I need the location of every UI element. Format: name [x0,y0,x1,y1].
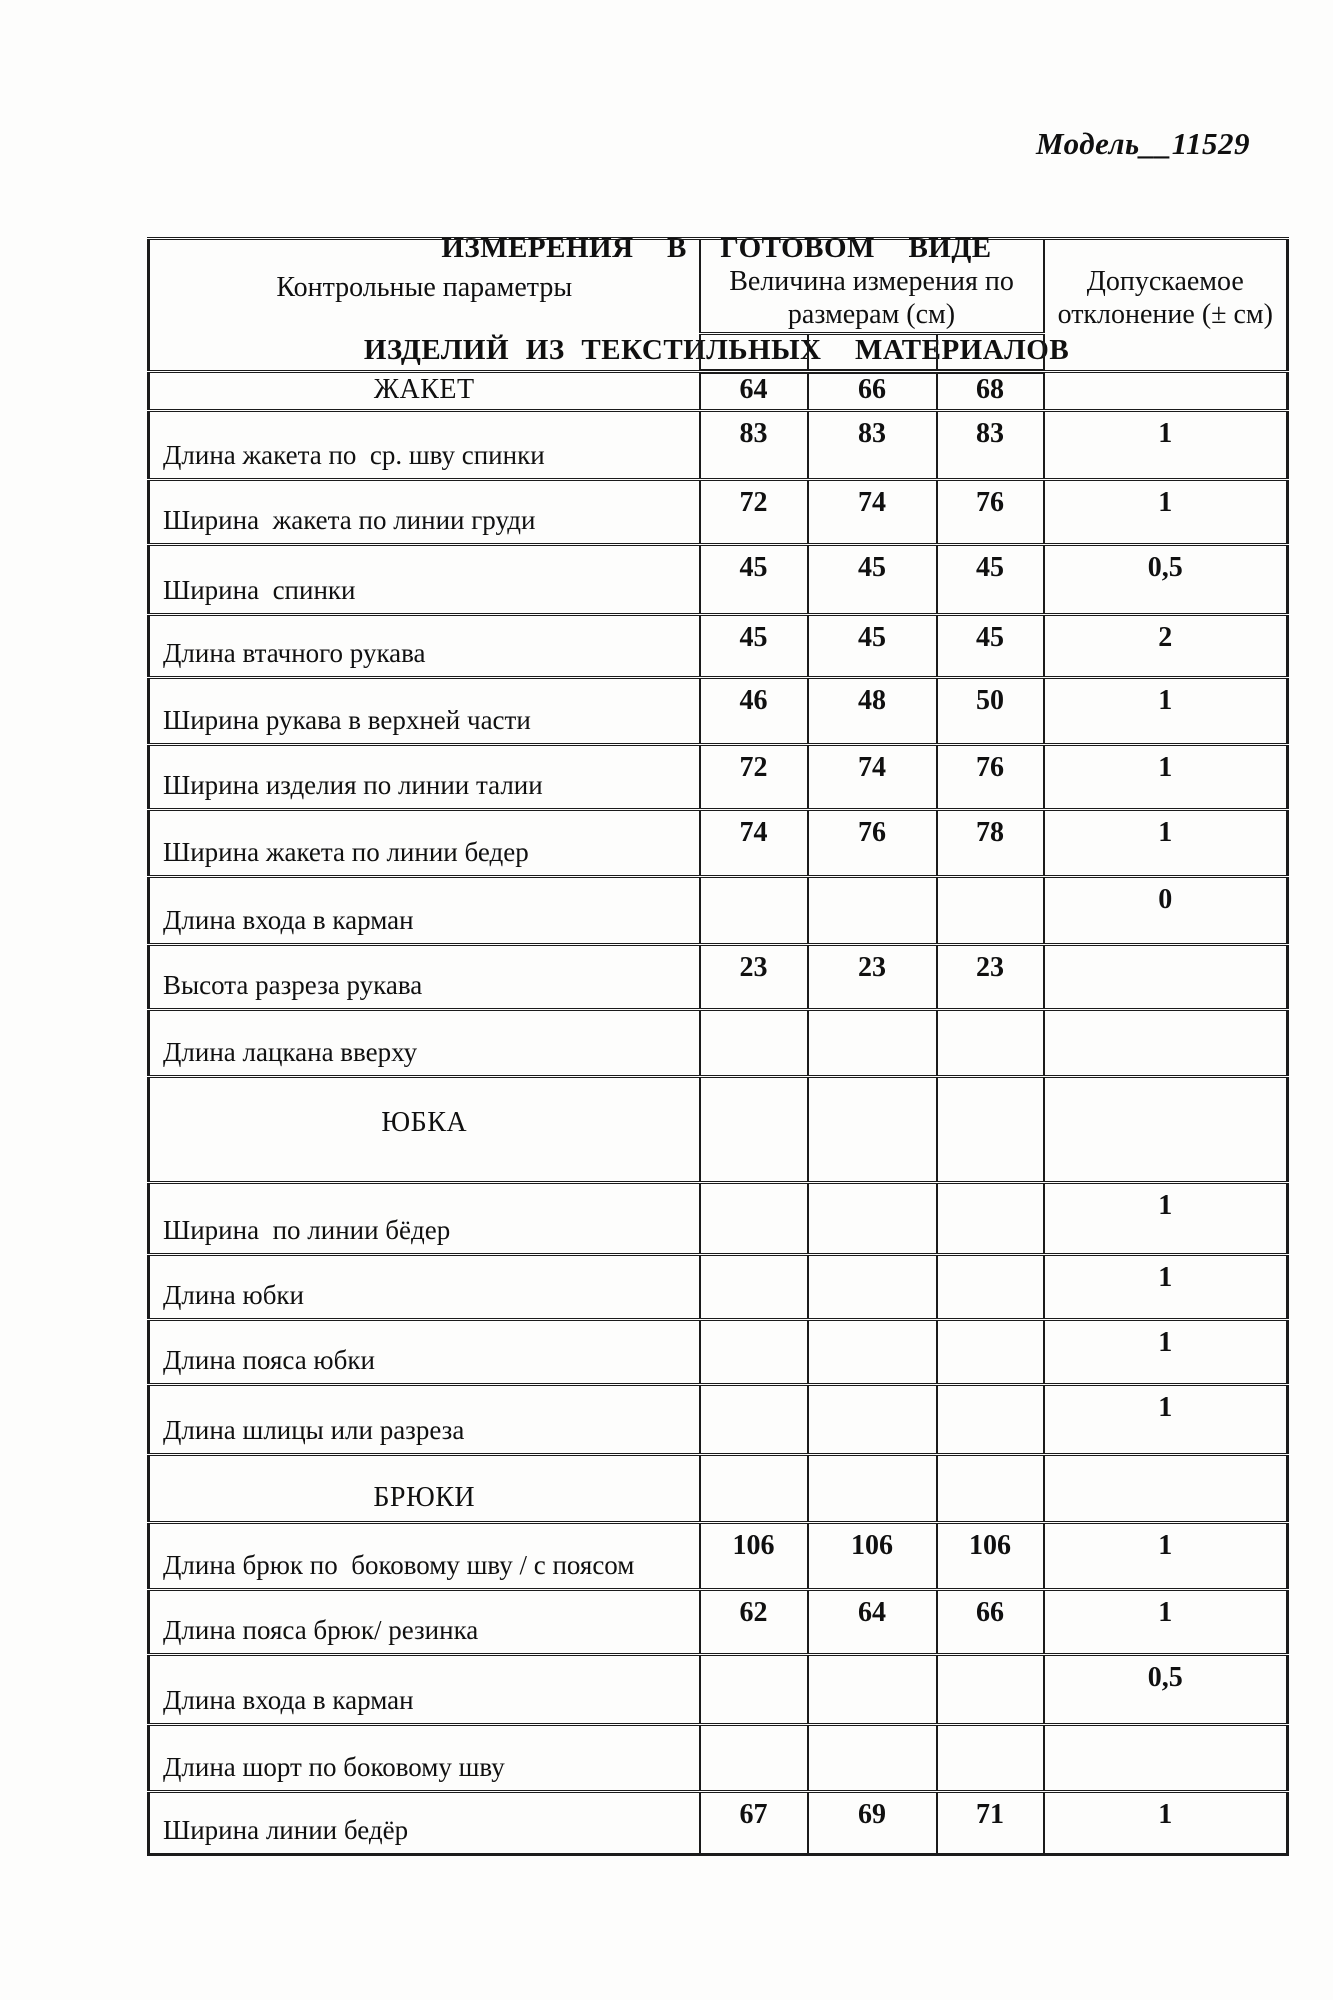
row-label: Ширина жакета по линии бедер [149,810,700,877]
size-value: 74 [700,810,808,877]
size-value [700,1077,808,1183]
table-row [149,411,1288,480]
header-tolerance: Допускаемое отклонение (± см) [1044,239,1288,372]
row-label: Ширина линии бедёр [149,1792,700,1855]
size-value [808,1320,937,1385]
row-label: Ширина спинки [149,545,700,615]
tolerance-value [1044,945,1288,1010]
tolerance-value: 1 [1044,1385,1288,1455]
size-value [700,1255,808,1320]
table-header [149,239,1288,372]
tolerance-value: 2 [1044,615,1288,678]
size-value: 106 [700,1523,808,1590]
size-value [808,1725,937,1792]
size-value [937,1077,1044,1183]
size-value: 78 [937,810,1044,877]
section-row-skirt [149,1077,1288,1183]
table-body [149,372,1288,1855]
size-value: 83 [808,411,937,480]
row-label: Ширина рукава в верхней части [149,678,700,745]
table-row [149,1655,1288,1725]
size-value [937,1725,1044,1792]
size-value [808,1077,937,1183]
row-label: Ширина изделия по линии талии [149,745,700,810]
size-value: 74 [808,745,937,810]
table-row [149,1320,1288,1385]
row-label: Длина пояса юбки [149,1320,700,1385]
size-value: 45 [700,545,808,615]
size-value: 66 [937,1590,1044,1655]
tolerance-value: 1 [1044,1792,1288,1855]
size-value [700,1010,808,1077]
size-value [808,1255,937,1320]
section-row-trousers [149,1455,1288,1523]
tolerance-value [1044,1725,1288,1792]
tolerance-value [1044,1077,1288,1183]
section-label: ЖАКЕТ [149,372,700,411]
table-row [149,1725,1288,1792]
size-value [937,1455,1044,1523]
size-value: 106 [937,1523,1044,1590]
size-value [700,1385,808,1455]
tolerance-value: 1 [1044,810,1288,877]
table-row [149,1010,1288,1077]
size-value [700,1183,808,1255]
size-value: 76 [937,480,1044,545]
document-title-line1: ИЗМЕРЕНИЯ В ГОТОВОМ ВИДЕ [441,232,992,264]
header-size-cell-3 [937,334,1044,372]
row-label: Длина шлицы или разреза [149,1385,700,1455]
section-label: БРЮКИ [149,1455,700,1523]
row-label: Длина входа в карман [149,877,700,945]
section-label: ЮБКА [149,1077,700,1183]
tolerance-value: 1 [1044,1183,1288,1255]
size-value: 48 [808,678,937,745]
size-value [700,1725,808,1792]
size-value [808,877,937,945]
tolerance-value: 1 [1044,745,1288,810]
size-value: 64 [700,372,808,411]
table-row [149,810,1288,877]
header-size-cell-2 [808,334,937,372]
size-value: 71 [937,1792,1044,1855]
size-value [808,1385,937,1455]
header-size-cell-1 [700,334,808,372]
tolerance-value: 0 [1044,877,1288,945]
row-label: Ширина жакета по линии груди [149,480,700,545]
size-value: 45 [937,615,1044,678]
size-value [937,1010,1044,1077]
table-row [149,1385,1288,1455]
size-value: 46 [700,678,808,745]
tolerance-value: 1 [1044,1590,1288,1655]
size-value: 45 [937,545,1044,615]
tolerance-value: 1 [1044,1255,1288,1320]
header-measurement-values: Величина измерения по размерам (см) [700,239,1044,334]
tolerance-value: 1 [1044,480,1288,545]
tolerance-value [1044,1010,1288,1077]
size-value: 45 [808,615,937,678]
size-value: 106 [808,1523,937,1590]
tolerance-value [1044,372,1288,411]
tolerance-value [1044,1455,1288,1523]
table-row [149,1255,1288,1320]
size-value: 66 [808,372,937,411]
size-value [700,877,808,945]
size-value [808,1183,937,1255]
tolerance-value: 1 [1044,411,1288,480]
table-row [149,615,1288,678]
size-value: 68 [937,372,1044,411]
tolerance-value: 1 [1044,1320,1288,1385]
table-row [149,945,1288,1010]
size-value: 76 [937,745,1044,810]
size-value [937,1385,1044,1455]
size-value: 45 [808,545,937,615]
row-label: Длина втачного рукава [149,615,700,678]
tolerance-value: 1 [1044,1523,1288,1590]
row-label: Длина шорт по боковому шву [149,1725,700,1792]
section-row-jacket [149,372,1288,411]
size-value: 83 [937,411,1044,480]
table-row [149,1792,1288,1855]
size-value [937,1183,1044,1255]
size-value [937,1655,1044,1725]
row-label: Длина пояса брюк/ резинка [149,1590,700,1655]
tolerance-value: 0,5 [1044,545,1288,615]
size-value: 74 [808,480,937,545]
table-row [149,877,1288,945]
header-row [149,239,1288,334]
header-control-parameters: Контрольные параметры [149,239,700,372]
size-value [700,1320,808,1385]
size-value: 23 [937,945,1044,1010]
table-row [149,1590,1288,1655]
document-title-line2: ИЗДЕЛИЙ ИЗ ТЕКСТИЛЬНЫХ МАТЕРИАЛОВ [363,334,1070,366]
size-value [937,1255,1044,1320]
size-value [937,1320,1044,1385]
tolerance-value: 0,5 [1044,1655,1288,1725]
table-row [149,1183,1288,1255]
model-number: Модель__11529 [1036,126,1250,161]
size-value: 62 [700,1590,808,1655]
size-value [937,877,1044,945]
size-value [808,1010,937,1077]
size-value: 76 [808,810,937,877]
tolerance-value: 1 [1044,678,1288,745]
size-value: 23 [808,945,937,1010]
measurement-table [147,237,1289,1856]
row-label: Длина лацкана вверху [149,1010,700,1077]
row-label: Высота разреза рукава [149,945,700,1010]
table-row [149,678,1288,745]
table-row [149,1523,1288,1590]
size-value [700,1655,808,1725]
size-value [808,1655,937,1725]
size-value: 45 [700,615,808,678]
row-label: Длина входа в карман [149,1655,700,1725]
size-value [700,1455,808,1523]
row-label: Длина брюк по боковому шву / с поясом [149,1523,700,1590]
size-value: 83 [700,411,808,480]
size-value: 64 [808,1590,937,1655]
size-value: 67 [700,1792,808,1855]
table-row [149,545,1288,615]
row-label: Длина юбки [149,1255,700,1320]
size-value: 69 [808,1792,937,1855]
size-value: 23 [700,945,808,1010]
size-value: 50 [937,678,1044,745]
row-label: Длина жакета по ср. шву спинки [149,411,700,480]
table-row [149,745,1288,810]
table-row [149,480,1288,545]
size-value: 72 [700,480,808,545]
row-label: Ширина по линии бёдер [149,1183,700,1255]
size-value: 72 [700,745,808,810]
size-value [808,1455,937,1523]
